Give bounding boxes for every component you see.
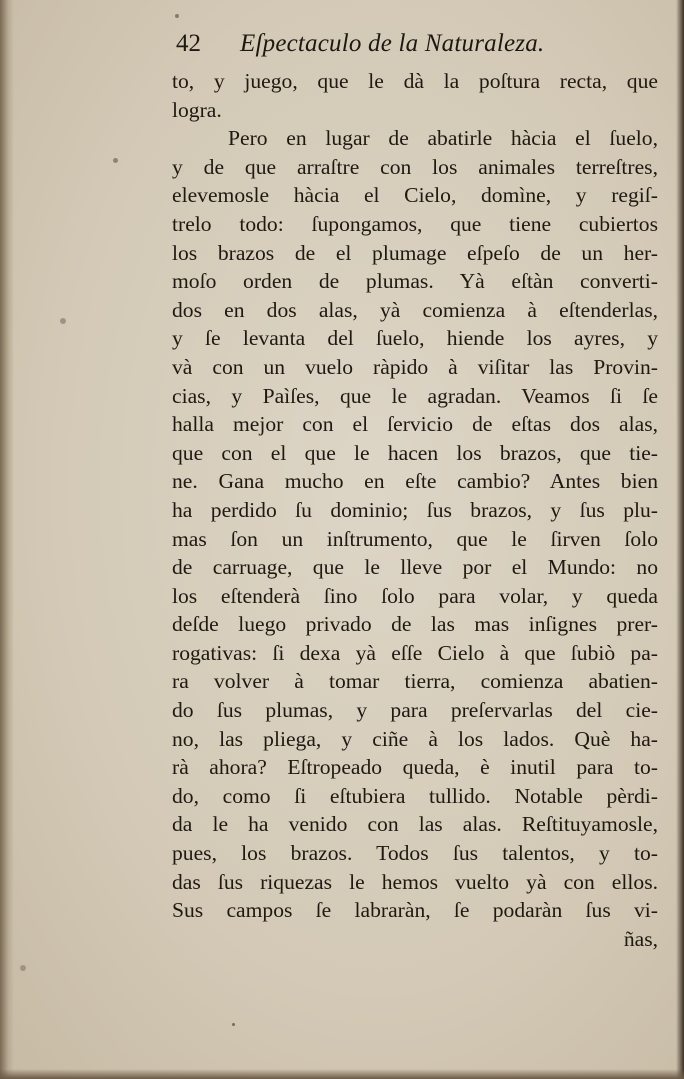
- page-bottom-shadow: [0, 1069, 684, 1079]
- text-line: dos en dos alas, yà comienza à eſtenderlas,: [172, 297, 658, 322]
- text-line: que con el que le hacen los brazos, que tie-: [172, 440, 658, 465]
- foxing-speck: [20, 965, 26, 971]
- text-line: los brazos de el plumage eſpeſo de un her-: [172, 240, 658, 265]
- foxing-speck: [175, 14, 179, 18]
- text-line: pues, los brazos. Todos ſus talentos, y to-: [172, 841, 658, 866]
- foxing-speck: [232, 1023, 235, 1026]
- text-line: to, y juego, que le dà la poſtura recta, que: [172, 69, 658, 93]
- text-line: das ſus riquezas le hemos vuelto yà con ellos.: [172, 869, 658, 894]
- running-title: Eſpectaculo de la Naturaleza.: [240, 30, 545, 57]
- foxing-speck: [113, 158, 118, 163]
- text-line: rà ahora? Eſtropeado queda, è inutil para to-: [172, 755, 658, 780]
- page-gutter-shadow: [0, 0, 14, 1079]
- text-line: trelo todo: ſupongamos, que tiene cubiertos: [172, 211, 658, 236]
- text-line: moſo orden de plumas. Yà eſtàn converti-: [172, 269, 658, 294]
- text-line: và con un vuelo ràpido à viſitar las Provin-: [172, 354, 658, 379]
- foxing-speck: [60, 318, 66, 324]
- text-line: Sus campos ſe labraràn, ſe podaràn ſus vi-: [172, 898, 658, 923]
- text-line: mas ſon un inſtrumento, que le ſirven ſolo: [172, 526, 658, 551]
- page-edge-shadow: [676, 0, 684, 1079]
- catchword: ñas,: [623, 926, 658, 951]
- text-line: ha perdido ſu dominio; ſus brazos, y ſus plu-: [172, 497, 658, 522]
- text-line: Pero en lugar de abatirle hàcia el ſuelo,: [228, 126, 658, 151]
- text-line: elevemosle hàcia el Cielo, domìne, y regiſ-: [172, 183, 658, 208]
- text-line: da le ha venido con las alas. Reſtituyamosle,: [172, 812, 658, 837]
- text-line: deſde luego privado de las mas inſignes prer-: [172, 612, 658, 637]
- text-line: no, las pliega, y ciñe à los lados. Què ha-: [172, 726, 658, 751]
- text-line: cias, y Paìſes, que le agradan. Veamos ſi ſe: [172, 383, 658, 408]
- text-line: do, como ſi eſtubiera tullido. Notable pèrdi-: [172, 783, 658, 808]
- text-line: ra volver à tomar tierra, comienza abatien-: [172, 669, 658, 694]
- page-header: [176, 30, 660, 66]
- text-line: y ſe levanta del ſuelo, hiende los ayres, y: [172, 326, 658, 351]
- text-line: do ſus plumas, y para preſervarlas del cie-: [172, 698, 658, 723]
- text-line: logra.: [172, 97, 222, 122]
- page-number: 42: [176, 30, 201, 57]
- text-line: de carruage, que le lleve por el Mundo: no: [172, 555, 658, 580]
- text-line: ne. Gana mucho en eſte cambio? Antes bien: [172, 469, 658, 494]
- text-line: rogativas: ſi dexa yà eſſe Cielo à que ſubiò pa-: [172, 640, 658, 665]
- text-line: los eſtenderà ſino ſolo para volar, y queda: [172, 583, 658, 608]
- body-text: [172, 67, 658, 953]
- text-line: halla mejor con el ſervicio de eſtas dos alas,: [172, 412, 658, 437]
- text-line: y de que arraſtre con los animales terreſtres,: [172, 154, 658, 179]
